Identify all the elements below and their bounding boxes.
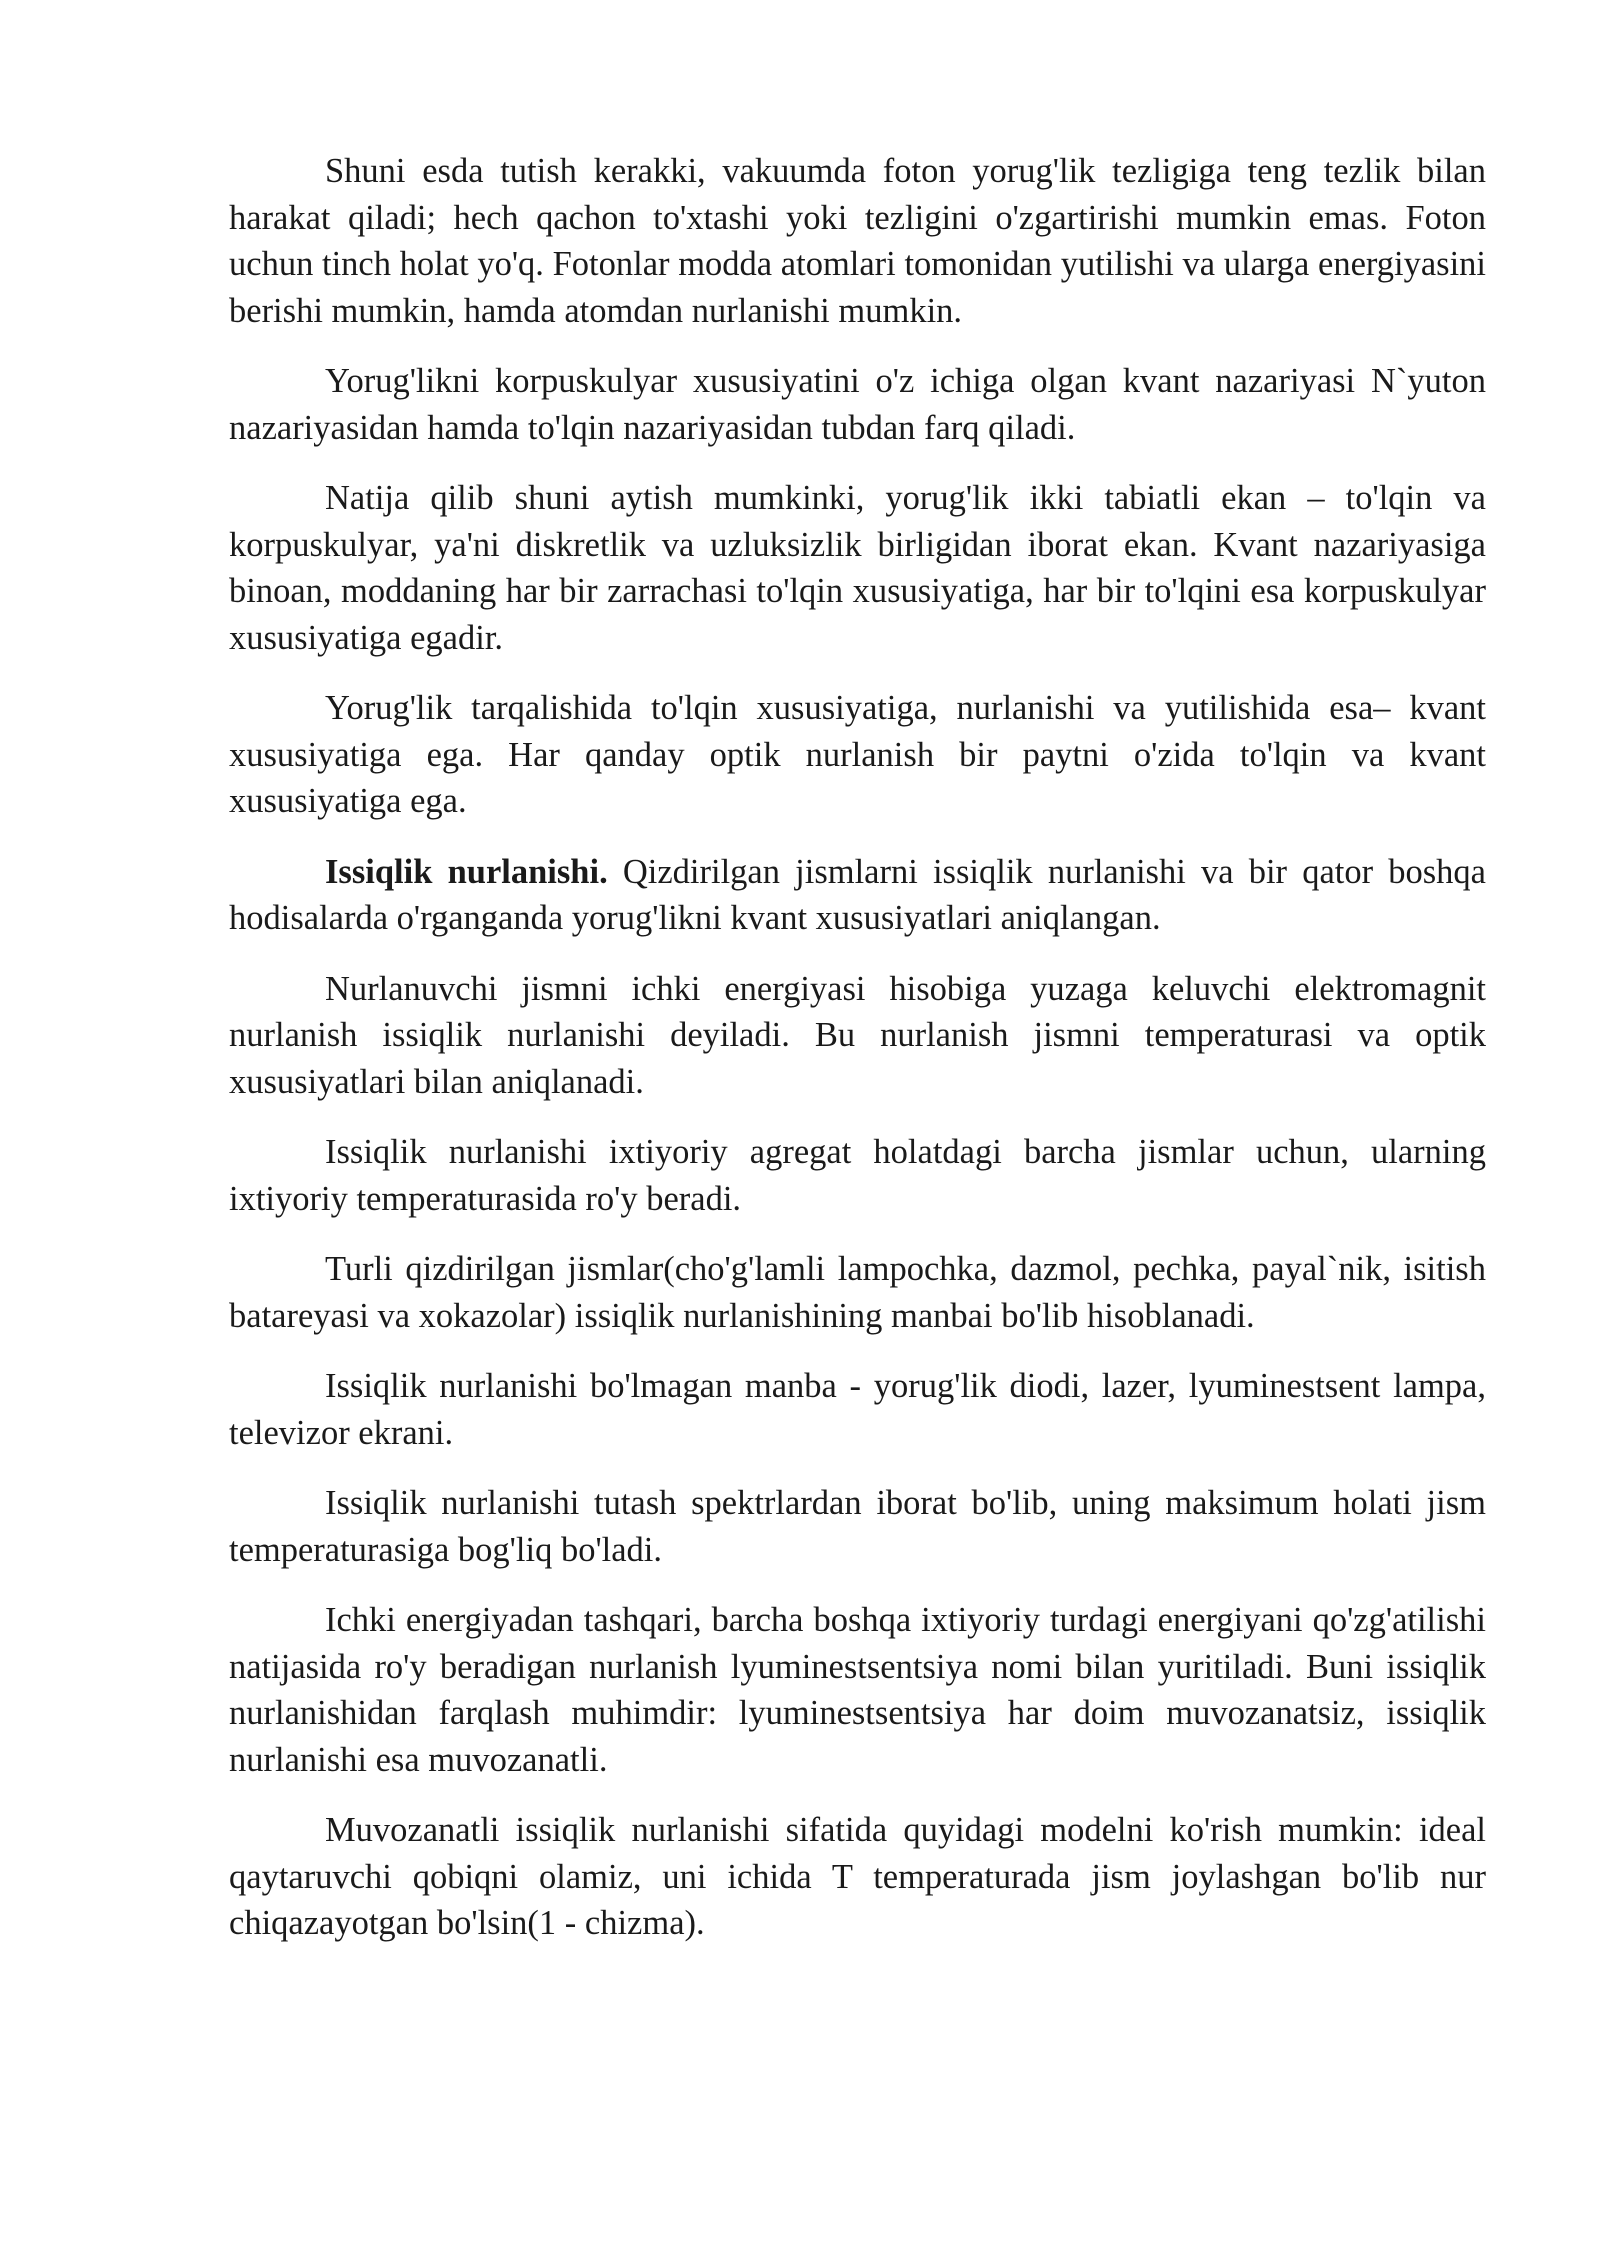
paragraph-lead-bold: Issiqlik nurlanishi. — [325, 852, 608, 891]
paragraph-text: Muvozanatli issiqlik nurlanishi sifatida quyidagi modelni ko'rish mumkin: ideal qaytaruvchi qobiqni olamiz, uni ichida T temperaturada jism joylashgan bo'lib nur chiqazayotgan bo'lsin(1 - chizma). — [229, 1811, 1486, 1942]
paragraph-text: Issiqlik nurlanishi ixtiyoriy agregat holatdagi barcha jismlar uchun, ularning ixtiyoriy temperaturasida ro'y beradi. — [229, 1133, 1486, 1218]
paragraph-text: Issiqlik nurlanishi tutash spektrlardan iborat bo'lib, uning maksimum holati jism temperaturasiga bog'liq bo'ladi. — [229, 1484, 1486, 1569]
paragraph-text: Issiqlik nurlanishi bo'lmagan manba - yorug'lik diodi, lazer, lyuminestsent lampa, televizor ekrani. — [229, 1367, 1486, 1452]
paragraph-luminescence — [229, 1597, 1486, 1783]
paragraph-dual-nature — [229, 475, 1486, 661]
paragraph-sources — [229, 1246, 1486, 1339]
paragraph-text: Yorug'likni korpuskulyar xususiyatini o'z ichiga olgan kvant nazariyasi N`yuton nazariyasidan hamda to'lqin nazariyasidan tubdan farq qiladi. — [229, 362, 1486, 447]
paragraph-text: Ichki energiyadan tashqari, barcha boshqa ixtiyoriy turdagi energiyani qo'zg'atilishi natijasida ro'y beradigan nurlanish lyuminestsentsiya nomi bilan yuritiladi. Buni issiqlik nurlanishidan farqlash muhimdir: lyuminestsentsiya har doim muvozanatsiz, issiqlik nurlanishi esa muvozanatli. — [229, 1601, 1486, 1779]
paragraph-spectrum — [229, 1480, 1486, 1573]
paragraph-definition — [229, 966, 1486, 1106]
paragraph-photon-speed — [229, 148, 1486, 334]
document-page — [229, 148, 1486, 1971]
paragraph-text: Turli qizdirilgan jismlar(cho'g'lamli lampochka, dazmol, pechka, payal`nik, isitish batareyasi va xokazolar) issiqlik nurlanishining manbai bo'lib hisoblanadi. — [229, 1250, 1486, 1335]
paragraph-quantum-theory — [229, 358, 1486, 451]
paragraph-text: Qizdirilgan jismlarni issiqlik nurlanishi va bir qator boshqa hodisalarda o'rganganda yorug'likni kvant xususiyatlari aniqlangan. — [229, 852, 1486, 937]
paragraph-text: Nurlanuvchi jismni ichki energiyasi hisobiga yuzaga keluvchi elektromagnit nurlanish issiqlik nurlanishi deyiladi. Bu nurlanish jismni temperaturasi va optik xususiyatlari bilan aniqlanadi. — [229, 969, 1486, 1101]
paragraph-equilibrium-model — [229, 1807, 1486, 1947]
paragraph-text: Yorug'lik tarqalishida to'lqin xususiyatiga, nurlanishi va yutilishida esa– kvant xususiyatiga ega. Har qanday optik nurlanish bir paytni o'zida to'lqin va kvant xususiyatiga ega. — [229, 689, 1486, 820]
paragraph-thermal-radiation-heading — [229, 849, 1486, 942]
paragraph-any-state — [229, 1129, 1486, 1222]
paragraph-propagation — [229, 685, 1486, 825]
paragraph-text: Shuni esda tutish kerakki, vakuumda foton yorug'lik tezligiga teng tezlik bilan harakat qiladi; hech qachon to'xtashi yoki tezligini o'zgartirishi mumkin emas. Foton uchun tinch holat yo'q. Fotonlar modda atomlari tomonidan yutilishi va ularga energiyasini berishi mumkin, hamda atomdan nurlanishi mumkin. — [229, 152, 1486, 330]
paragraph-text: Natija qilib shuni aytish mumkinki, yorug'lik ikki tabiatli ekan – to'lqin va korpuskulyar, ya'ni diskretlik va uzluksizlik birligidan iborat ekan. Kvant nazariyasiga binoan, moddaning har bir zarrachasi to'lqin xususiyatiga, har bir to'lqini esa korpuskulyar xususiyatiga egadir. — [229, 479, 1486, 657]
paragraph-non-thermal-sources — [229, 1363, 1486, 1456]
